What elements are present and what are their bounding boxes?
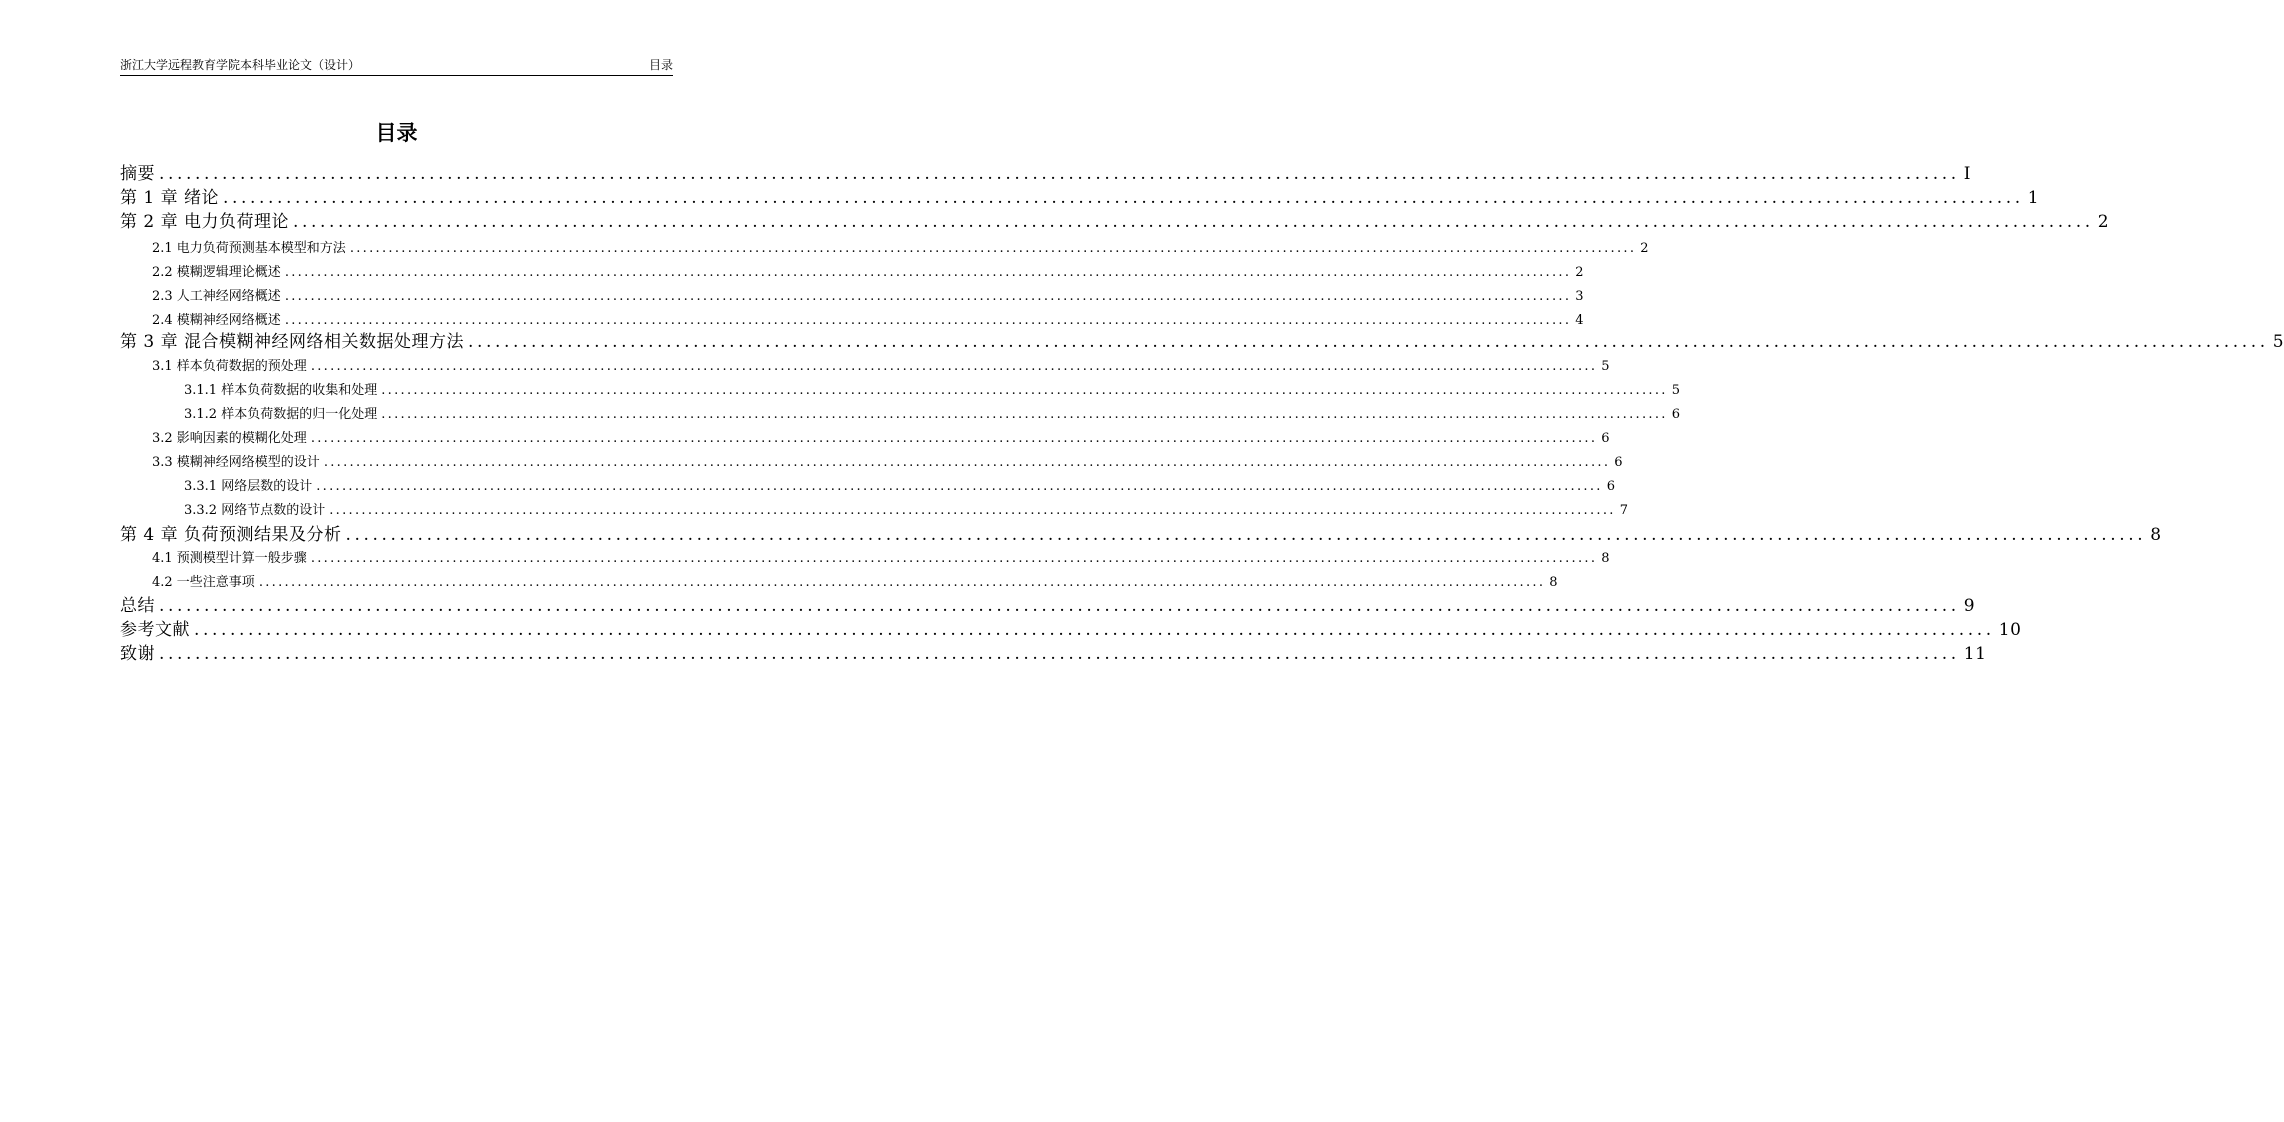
toc-dot-leader: ........................................................................................................................................................................................................ [284,289,1572,304]
toc-entry[interactable] [184,403,1680,427]
toc-entry-label: 3.3.1 网络层数的设计 [184,479,313,494]
toc-entry[interactable] [120,210,2110,234]
toc-entry[interactable] [152,451,1623,475]
toc-dot-leader: ........................................................................................................................................................................................................ [159,596,1960,616]
toc-entry-label: 4.2 一些注意事项 [152,575,255,590]
toc-dot-leader: ........................................................................................................................................................................................................ [194,620,1995,640]
toc-entry-label: 3.1.1 样本负荷数据的收集和处理 [184,383,378,398]
page-title: 目录 [375,121,418,145]
toc-entry[interactable] [120,523,2162,547]
toc-entry-page-number: 4 [1575,313,1584,328]
toc-entry-page-number: 3 [1575,289,1584,304]
toc-entry-page-number: I [1963,164,1971,184]
toc-entry[interactable] [152,285,1584,309]
toc-entry-label: 第 4 章 负荷预测结果及分析 [120,525,342,545]
toc-entry-page-number: 2 [1640,241,1649,256]
toc-dot-leader: ........................................................................................................................................................................................................ [323,455,1611,470]
toc-entry-label: 2.4 模糊神经网络概述 [152,313,281,328]
toc-entry[interactable] [184,475,1615,499]
toc-entry[interactable] [120,642,1987,666]
toc-entry-page-number: 1 [2027,188,2040,208]
toc-dot-leader: ........................................................................................................................................................................................................ [293,212,2094,232]
toc-dot-leader: ........................................................................................................................................................................................................ [345,525,2147,545]
toc-entry-page-number: 5 [1601,359,1610,374]
toc-entry-page-number: 8 [2150,525,2162,545]
header-thesis-title: 浙江大学远程教育学院本科毕业论文（设计） [120,58,361,72]
toc-entry-page-number: 6 [1671,407,1680,422]
toc-dot-leader: ........................................................................................................................................................................................................ [310,551,1598,566]
toc-entry-label: 第 1 章 绪论 [120,188,220,208]
toc-entry-label: 致谢 [120,644,155,664]
toc-entry[interactable] [152,571,1558,595]
toc-dot-leader: ........................................................................................................................................................................................................ [381,383,1668,398]
toc-entry-page-number: 6 [1606,479,1615,494]
toc-entry-page-number: 6 [1614,455,1623,470]
toc-entry-label: 2.3 人工神经网络概述 [152,289,281,304]
toc-entry-label: 第 2 章 电力负荷理论 [120,212,290,232]
toc-entry-page-number: 5 [1671,383,1680,398]
toc-dot-leader: ........................................................................................................................................................................................................ [349,241,1637,256]
toc-dot-leader: ........................................................................................................................................................................................................ [258,575,1546,590]
toc-dot-leader: ........................................................................................................................................................................................................ [468,332,2269,352]
toc-entry-label: 2.2 模糊逻辑理论概述 [152,265,281,280]
page-header [120,57,673,76]
toc-entry-page-number: 9 [1963,596,1976,616]
toc-dot-leader: ........................................................................................................................................................................................................ [159,644,1960,664]
toc-entry-label: 摘要 [120,164,155,184]
toc-entry-label: 参考文献 [120,620,190,640]
toc-dot-leader: ........................................................................................................................................................................................................ [284,313,1572,328]
toc-entry[interactable] [152,261,1584,285]
toc-entry[interactable] [120,330,2284,354]
toc-entry-page-number: 7 [1619,503,1628,518]
toc-entry-label: 4.1 预测模型计算一般步骤 [152,551,307,566]
toc-entry-page-number: 5 [2272,332,2284,352]
toc-entry-label: 3.3 模糊神经网络模型的设计 [152,455,320,470]
toc-entry[interactable] [184,499,1628,523]
toc-entry-label: 3.1.2 样本负荷数据的归一化处理 [184,407,378,422]
toc-dot-leader: ........................................................................................................................................................................................................ [284,265,1572,280]
toc-entry[interactable] [152,355,1610,379]
toc-dot-leader: ........................................................................................................................................................................................................ [316,479,1603,494]
toc-entry-page-number: 2 [1575,265,1584,280]
toc-dot-leader: ........................................................................................................................................................................................................ [310,431,1598,446]
toc-dot-leader: ........................................................................................................................................................................................................ [381,407,1668,422]
toc-entry-label: 总结 [120,596,155,616]
toc-entry-label: 3.3.2 网络节点数的设计 [184,503,326,518]
toc-entry-label: 3.1 样本负荷数据的预处理 [152,359,307,374]
header-section-name: 目录 [648,58,673,72]
toc-entry[interactable] [120,618,2022,642]
toc-entry[interactable] [120,594,1976,618]
toc-entry-page-number: 11 [1963,644,1987,664]
toc-dot-leader: ........................................................................................................................................................................................................ [329,503,1616,518]
toc-entry[interactable] [152,427,1610,451]
toc-dot-leader: ........................................................................................................................................................................................................ [159,164,1960,184]
toc-entry-page-number: 2 [2097,212,2110,232]
toc-entry[interactable] [120,162,1971,186]
toc-entry-label: 2.1 电力负荷预测基本模型和方法 [152,241,346,256]
toc-entry-label: 第 3 章 混合模糊神经网络相关数据处理方法 [120,332,465,352]
toc-entry[interactable] [152,237,1649,261]
toc-dot-leader: ........................................................................................................................................................................................................ [310,359,1598,374]
toc-entry[interactable] [184,379,1680,403]
toc-entry[interactable] [120,186,2040,210]
toc-entry-page-number: 8 [1601,551,1610,566]
toc-entry-page-number: 8 [1549,575,1558,590]
toc-dot-leader: ........................................................................................................................................................................................................ [223,188,2024,208]
toc-entry-page-number: 10 [1998,620,2022,640]
toc-entry-label: 3.2 影响因素的模糊化处理 [152,431,307,446]
toc-entry-page-number: 6 [1601,431,1610,446]
toc-entry[interactable] [152,547,1610,571]
